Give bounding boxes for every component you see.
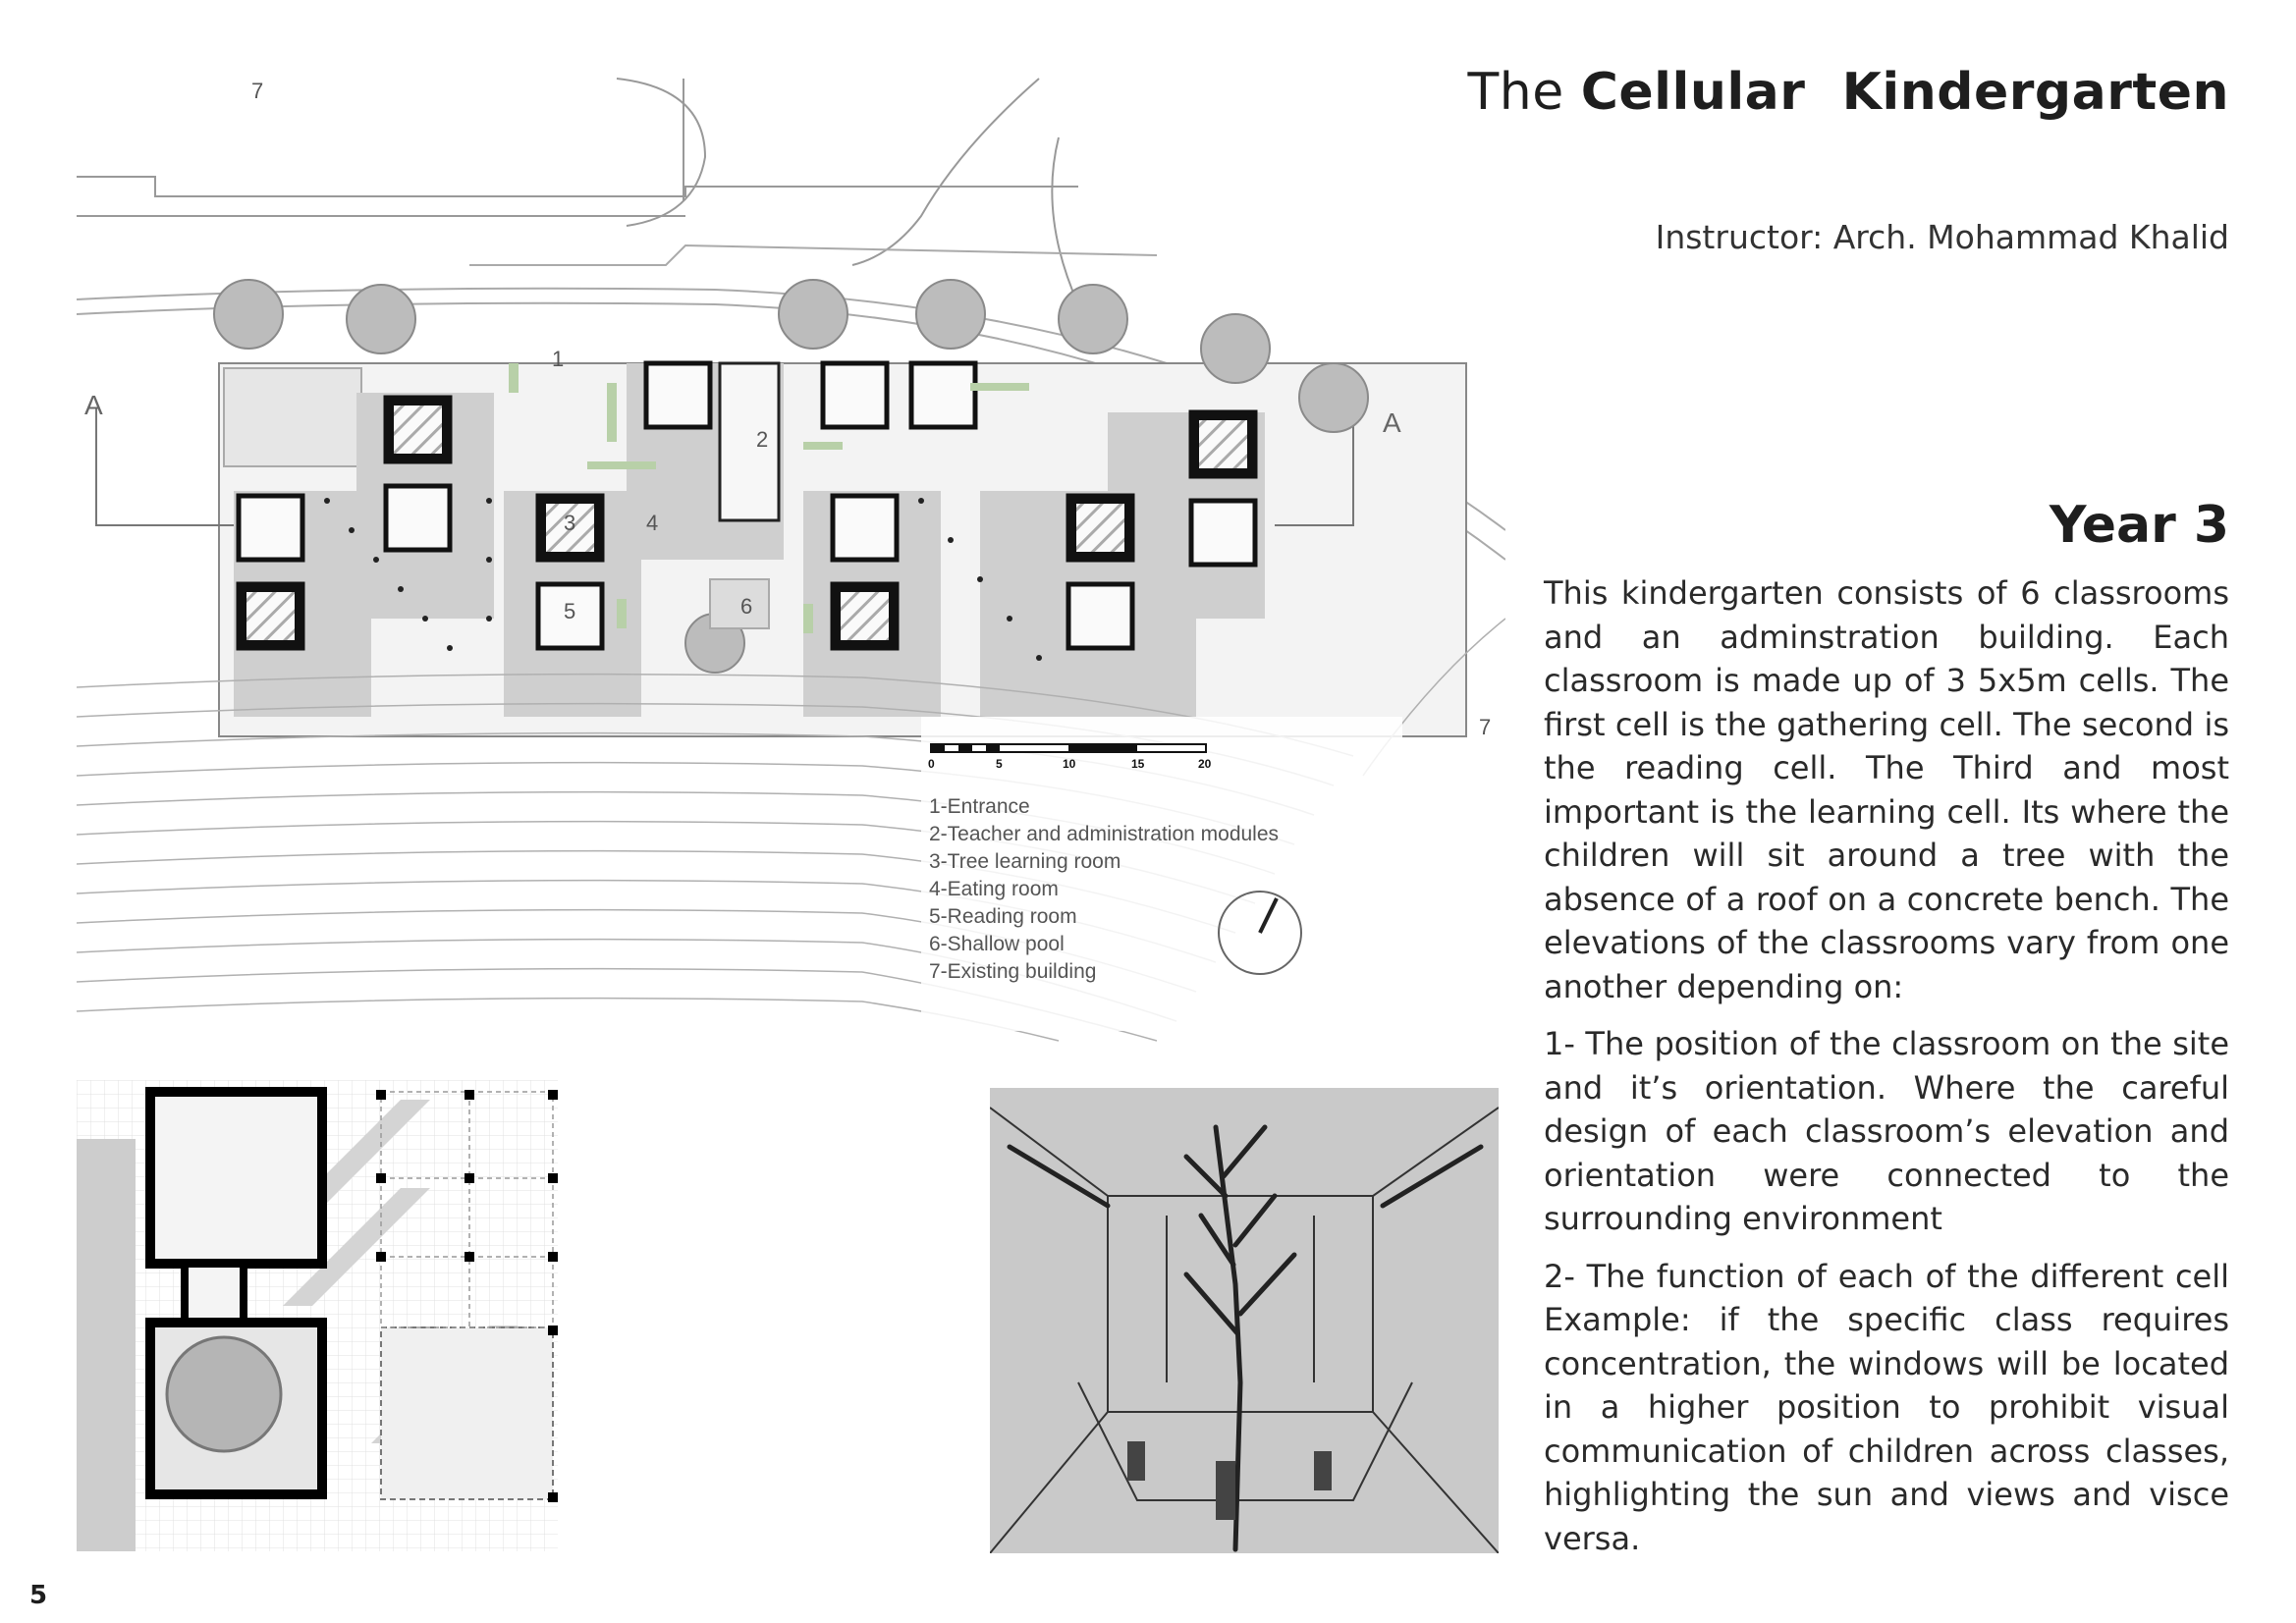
section-mark-a-right: A xyxy=(1383,407,1401,438)
label-5: 5 xyxy=(564,599,576,623)
shallow-pool xyxy=(710,579,769,628)
scale-5: 5 xyxy=(996,757,1003,771)
scale-20: 20 xyxy=(1198,757,1212,771)
existing-building-outline xyxy=(77,79,1078,304)
description-block xyxy=(1544,571,2229,1574)
page-number: 5 xyxy=(29,1581,48,1610)
tree-icon xyxy=(167,1337,281,1451)
label-7-top: 7 xyxy=(251,79,264,103)
title-bold: Cellular Kindergarten xyxy=(1580,63,2229,122)
description-paragraph: This kindergarten consists of 6 classrooms and an adminstration building. Each classroom is made up of 3 5x5m cells. The first cell is the gathering cell. The second is the reading cell. The Third and most important is the learning cell. Its where the children will sit around a tree with the absence of a roof on a concrete bench. The elevations of the classrooms vary from one another depending on: xyxy=(1544,574,2229,1005)
label-7-right: 7 xyxy=(1479,715,1492,739)
legend-item: 7-Existing building xyxy=(929,960,1097,983)
legend-item: 3-Tree learning room xyxy=(929,850,1121,873)
legend-item: 4-Eating room xyxy=(929,878,1059,900)
tree-classroom-sketch xyxy=(990,1088,1499,1553)
scale-15: 15 xyxy=(1131,757,1145,771)
point-2-paragraph: 2- The function of each of the different cell Example: if the specific class requires concentration, the windows will be located in a higher position to prohibit visual communication of children across classes, highlighting the sun and views and visce versa. xyxy=(1544,1257,2229,1557)
section-mark-a-left: A xyxy=(84,390,103,420)
lawn-area xyxy=(224,368,361,466)
scale-0: 0 xyxy=(928,757,935,771)
gathering-cell xyxy=(150,1092,322,1264)
instructor-credit: Instructor: Arch. Mohammad Khalid xyxy=(1655,218,2229,256)
title-prefix: The xyxy=(1467,63,1564,122)
reading-cell xyxy=(381,1327,553,1499)
legend-item: 2-Teacher and administration modules xyxy=(929,823,1280,845)
label-3: 3 xyxy=(564,511,576,535)
connector xyxy=(185,1264,244,1323)
label-6: 6 xyxy=(740,594,753,619)
label-1: 1 xyxy=(552,347,565,371)
page-title xyxy=(1468,63,2230,122)
legend-item: 1-Entrance xyxy=(929,795,1030,818)
classroom-plan-detail xyxy=(77,1080,558,1551)
point-1-paragraph: 1- The position of the classroom on the site and it’s orientation. Where the careful design of each classroom’s elevation and orientation were connected to the surrounding environment xyxy=(1544,1025,2229,1237)
year-heading: Year 3 xyxy=(2049,496,2229,555)
legend-item: 5-Reading room xyxy=(929,905,1077,928)
label-4: 4 xyxy=(646,511,659,535)
legend-item: 6-Shallow pool xyxy=(929,933,1065,955)
site-plan xyxy=(77,69,1505,1051)
admin-module xyxy=(720,363,779,520)
label-2: 2 xyxy=(756,427,769,452)
scale-10: 10 xyxy=(1063,757,1076,771)
